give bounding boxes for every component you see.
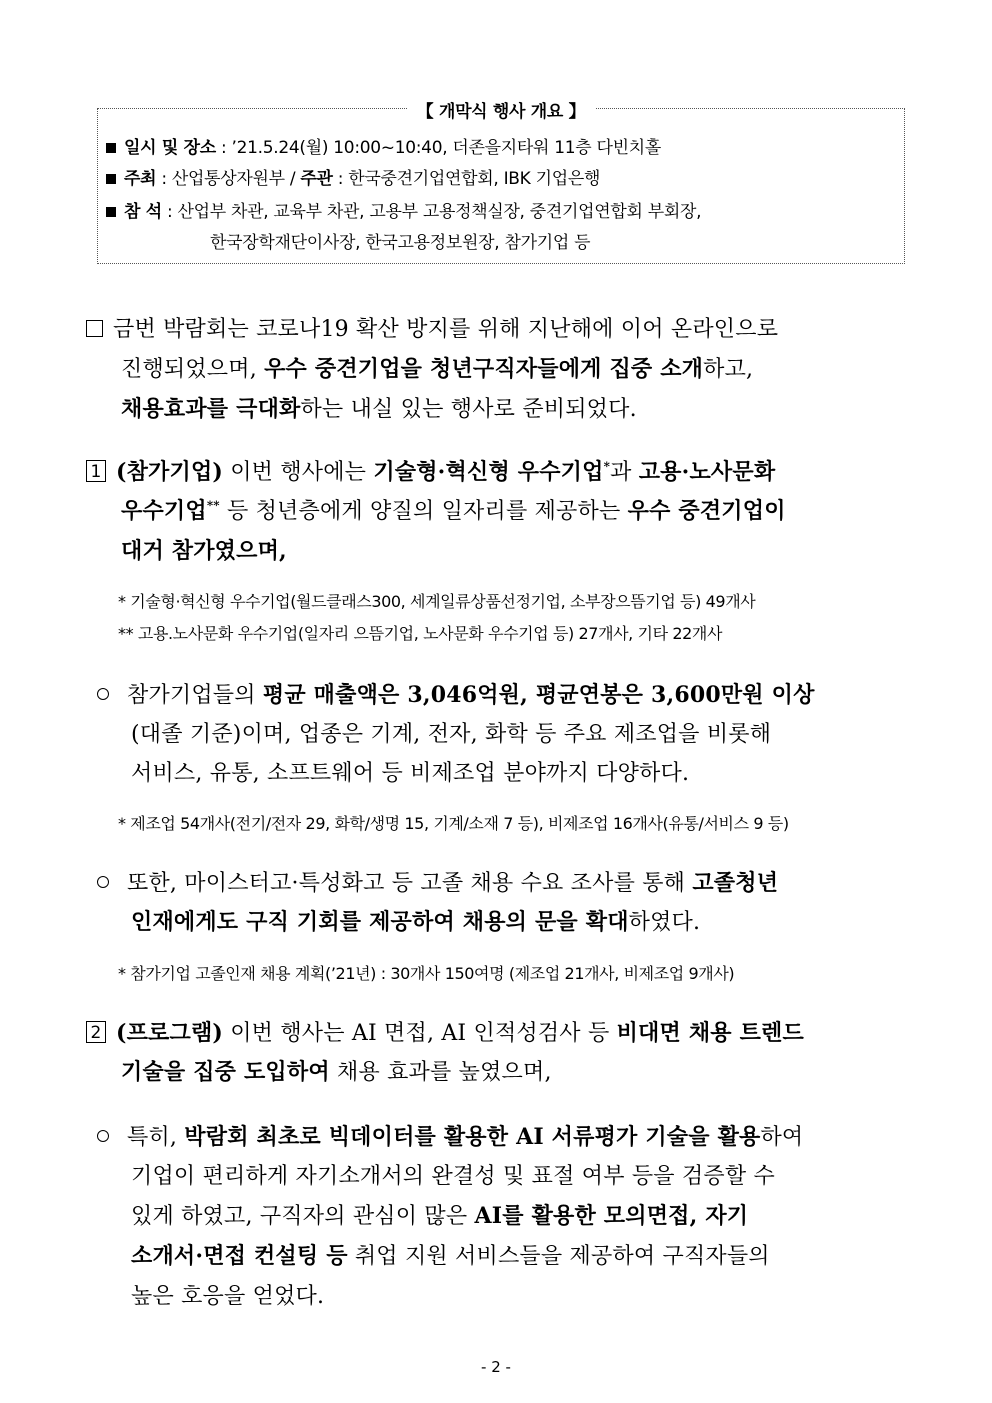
section1-bullet1-line-1: 참가기업들의 평균 매출액은 3,046억원, 평균연봉은 3,600만원 이상 [97, 678, 815, 709]
overview-line-attendees: 참 석 : 산업부 차관, 교육부 차관, 고용부 고용정책실장, 중견기업연합회 부회장, [106, 197, 701, 222]
section1-note-1: * 기술형·혁신형 우수기업(월드클래스300, 세계일류상품선정기업, 소부장으뜸기업 등) 49개사 [118, 592, 756, 611]
overview-line-host: 주최 : 산업통상자원부 / 주관 : 한국중견기업연합회, IBK 기업은행 [106, 164, 600, 189]
square-bullet-icon [106, 207, 116, 217]
intro-line-1: 금번 박람회는 코로나19 확산 방지를 위해 지난해에 이어 온라인으로 [86, 312, 778, 343]
section1-note-2: ** 고용.노사문화 우수기업(일자리 으뜸기업, 노사문화 우수기업 등) 27개사, 기타 22개사 [118, 624, 723, 643]
page-number: - 2 - [481, 1358, 511, 1376]
circle-bullet-icon [97, 876, 109, 888]
intro-line-3: 채용효과를 극대화하는 내실 있는 행사로 준비되었다. [121, 396, 637, 422]
section-number-box: 1 [86, 460, 106, 482]
section1-line-2: 우수기업** 등 청년층에게 양질의 일자리를 제공하는 우수 중견기업이 [121, 498, 786, 524]
section1-line-3: 대거 참가였으며, [121, 538, 287, 564]
section1-bullet1-line-3: 서비스, 유통, 소프트웨어 등 비제조업 분야까지 다양하다. [131, 761, 690, 786]
overview-line-attendees-cont: 한국장학재단이사장, 한국고용정보원장, 참가기업 등 [210, 233, 591, 253]
overview-title: 【 개막식 행사 개요 】 [98, 97, 904, 122]
section2-bullet-line-3: 있게 하였고, 구직자의 관심이 많은 AI를 활용한 모의면접, 자기 [131, 1203, 749, 1229]
section2-bullet-line-5: 높은 호응을 얻었다. [131, 1284, 325, 1309]
overview-box [97, 102, 905, 264]
section-number-box: 2 [86, 1021, 106, 1043]
checkbox-square-icon [86, 320, 103, 337]
section2-line-1: 2 (프로그램) 이번 행사는 AI 면접, AI 인적성검사 등 비대면 채용 트렌드 [86, 1016, 804, 1047]
section1-bullet1-line-2: (대졸 기준)이며, 업종은 기계, 전자, 화학 등 주요 제조업을 비롯해 [131, 722, 772, 747]
overview-line-date: 일시 및 장소 : ’21.5.24(월) 10:00~10:40, 더존을지타워 11층 다빈치홀 [106, 133, 661, 158]
section2-bullet-line-4: 소개서·면접 컨설팅 등 취업 지원 서비스들을 제공하여 구직자들의 [131, 1243, 770, 1269]
section1-note-4: * 참가기업 고졸인재 채용 계획(’21년) : 30개사 150여명 (제조업 21개사, 비제조업 9개사) [118, 964, 735, 983]
section1-bullet2-line-2: 인재에게도 구직 기회를 제공하여 채용의 문을 확대하였다. [131, 909, 701, 935]
section2-bullet-line-2: 기업이 편리하게 자기소개서의 완결성 및 표절 여부 등을 검증할 수 [131, 1164, 775, 1189]
section1-note-3: * 제조업 54개사(전기/전자 29, 화학/생명 15, 기계/소재 7 등), 비제조업 16개사(유통/서비스 9 등) [118, 814, 789, 833]
section1-line-1: 1 (참가기업) 이번 행사에는 기술형·혁신형 우수기업*과 고용·노사문화 [86, 455, 775, 486]
section2-bullet-line-1: 특히, 박람회 최초로 빅데이터를 활용한 AI 서류평가 기술을 활용하여 [97, 1120, 803, 1151]
circle-bullet-icon [97, 1130, 109, 1142]
section1-bullet2-line-1: 또한, 마이스터고·특성화고 등 고졸 채용 수요 조사를 통해 고졸청년 [97, 866, 778, 897]
circle-bullet-icon [97, 688, 109, 700]
intro-line-2: 진행되었으며, 우수 중견기업을 청년구직자들에게 집중 소개하고, [121, 356, 754, 382]
square-bullet-icon [106, 174, 116, 184]
section2-line-2: 기술을 집중 도입하여 채용 효과를 높였으며, [121, 1059, 552, 1085]
square-bullet-icon [106, 143, 116, 153]
